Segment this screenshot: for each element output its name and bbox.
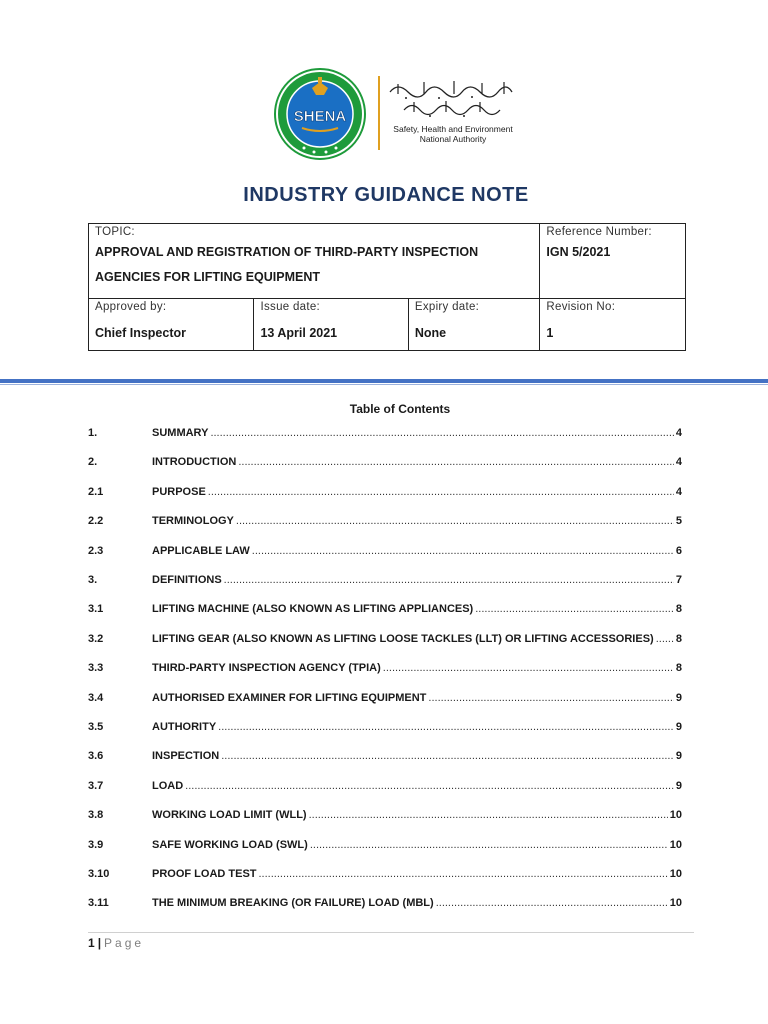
toc-entry-title: THIRD-PARTY INSPECTION AGENCY (TPIA) [152, 662, 381, 675]
footer-separator: | [97, 936, 102, 950]
toc-entry[interactable] [88, 692, 682, 710]
expiry-date-value: None [414, 326, 447, 340]
toc-entry-number: 3.1 [88, 603, 104, 616]
toc-entry-page: 10 [669, 838, 682, 851]
toc-entry-page: 10 [669, 897, 682, 910]
toc-entry-page: 6 [675, 544, 682, 557]
toc-entry-page: 9 [675, 750, 682, 763]
toc-entry-title: INTRODUCTION [152, 456, 237, 469]
toc-dot-leader [224, 574, 674, 586]
toc-entry[interactable] [88, 809, 682, 827]
toc-dot-leader [238, 456, 674, 468]
toc-dot-leader [309, 809, 668, 821]
toc-entry-number: 3. [88, 574, 98, 586]
toc-entry-page: 8 [675, 662, 682, 675]
toc-entry-title: INSPECTION [152, 750, 220, 763]
revision-label: Revision No: [546, 301, 616, 313]
toc-dot-leader [208, 486, 674, 498]
toc-entry-title: SAFE WORKING LOAD (SWL) [152, 838, 308, 851]
logo-text-block [378, 66, 516, 162]
toc-entry-page: 10 [669, 868, 682, 880]
toc-entry-number: 3.10 [88, 868, 110, 880]
toc-dot-leader [252, 545, 674, 557]
toc-entry-title: WORKING LOAD LIMIT (WLL) [152, 809, 307, 822]
toc-entry[interactable] [88, 515, 682, 533]
revision-value: 1 [546, 326, 554, 340]
toc-title: Table of Contents [349, 402, 451, 416]
topic-cell [89, 224, 540, 299]
section-divider [0, 379, 768, 383]
toc-entry-title: APPLICABLE LAW [152, 544, 250, 557]
toc-dot-leader [428, 692, 673, 704]
toc-entry-title: TERMINOLOGY [152, 515, 234, 528]
logo-divider [378, 76, 380, 150]
org-name [388, 124, 518, 144]
toc-entry-number: 3.8 [88, 809, 104, 822]
toc-entry-title: LIFTING GEAR (ALSO KNOWN AS LIFTING LOOSE TACKLES (LLT) OR LIFTING ACCESSORIES) [152, 632, 654, 645]
toc-entry-number: 3.7 [88, 779, 104, 792]
toc-entry[interactable] [88, 486, 682, 504]
approved-label: Approved by: [95, 301, 167, 313]
toc-entry[interactable] [88, 603, 682, 621]
topic-line1: APPROVAL AND REGISTRATION OF THIRD-PARTY INSPECTION [95, 245, 479, 259]
toc-entry-title: AUTHORISED EXAMINER FOR LIFTING EQUIPMENT [152, 691, 427, 704]
toc-entry-title: PROOF LOAD TEST [152, 868, 257, 880]
toc-entry-page: 9 [675, 691, 682, 704]
toc-dot-leader [383, 662, 674, 674]
toc-entry-number: 3.6 [88, 750, 104, 763]
toc-entry-number: 1. [88, 427, 98, 439]
toc-entry-number: 3.11 [88, 897, 109, 910]
toc-entry-title: AUTHORITY [152, 721, 217, 733]
revision-cell [540, 299, 686, 351]
toc-entry-page: 9 [675, 721, 682, 733]
issue-date-value: 13 April 2021 [260, 326, 338, 340]
toc-entry[interactable] [88, 868, 682, 886]
expiry-date-cell [408, 299, 540, 351]
topic-line2: AGENCIES FOR LIFTING EQUIPMENT [95, 270, 321, 284]
toc-entry-page: 4 [675, 485, 682, 498]
toc-dot-leader [656, 633, 674, 645]
page-title: INDUSTRY GUIDANCE NOTE [243, 184, 529, 206]
toc-dot-leader [259, 868, 668, 880]
page-number: 1 [88, 936, 95, 950]
toc-entry-title: LOAD [152, 779, 184, 792]
toc-entry[interactable] [88, 545, 682, 563]
toc-entry-number: 2.1 [88, 485, 104, 498]
toc-entry-title: THE MINIMUM BREAKING (OR FAILURE) LOAD (MBL) [152, 897, 434, 910]
toc-entry-number: 3.4 [88, 691, 104, 704]
approved-value: Chief Inspector [95, 326, 186, 340]
section-divider-thin [0, 384, 768, 385]
document-info-table [88, 223, 686, 351]
reference-label: Reference Number: [546, 226, 652, 238]
page-footer [88, 936, 144, 950]
toc-entry-number: 3.9 [88, 838, 104, 851]
toc-entry-page: 7 [675, 574, 682, 586]
toc-dot-leader [310, 839, 668, 851]
toc-entry[interactable] [88, 574, 682, 592]
toc-entry[interactable] [88, 662, 682, 680]
toc-entry[interactable] [88, 721, 682, 739]
toc-entry[interactable] [88, 839, 682, 857]
toc-entry-page: 8 [675, 632, 682, 645]
org-name-line1: Safety, Health and Environment [393, 124, 513, 134]
topic-label: TOPIC: [95, 226, 135, 238]
shena-emblem [274, 68, 366, 160]
toc-entry-number: 2.3 [88, 544, 104, 557]
toc-dot-leader [218, 721, 674, 733]
issue-date-cell [254, 299, 408, 351]
org-name-line2: National Authority [419, 134, 487, 144]
toc-entry-page: 5 [675, 515, 682, 528]
toc-dot-leader [436, 897, 668, 909]
toc-dot-leader [185, 780, 674, 792]
toc-dot-leader [221, 750, 674, 762]
jawi-script-mark [384, 76, 514, 120]
toc-entry-title: DEFINITIONS [152, 574, 222, 586]
toc-entry-title: PURPOSE [152, 485, 206, 498]
shena-logo [268, 62, 516, 166]
approved-cell [89, 299, 254, 351]
toc-entry-page: 9 [675, 779, 682, 792]
toc-entry[interactable] [88, 456, 682, 474]
toc-entry[interactable] [88, 780, 682, 798]
toc-entry-number: 3.3 [88, 662, 104, 675]
toc-entry-number: 2.2 [88, 515, 104, 528]
footer-divider [88, 932, 694, 933]
toc-entry-number: 3.2 [88, 632, 104, 645]
issue-date-label: Issue date: [260, 301, 321, 313]
toc-entry[interactable] [88, 897, 682, 915]
toc-entry[interactable] [88, 633, 682, 651]
toc-dot-leader [236, 515, 674, 527]
expiry-date-label: Expiry date: [414, 301, 480, 313]
svg-text:SHENA: SHENA [293, 108, 347, 125]
toc-entry-title: LIFTING MACHINE (ALSO KNOWN AS LIFTING APPLIANCES) [152, 603, 474, 616]
reference-cell [540, 224, 686, 299]
toc-entry-title: SUMMARY [152, 427, 209, 439]
toc-entry-page: 4 [675, 427, 682, 439]
toc-entry[interactable] [88, 427, 682, 445]
page-word: Page [104, 936, 145, 950]
toc-entry-page: 8 [675, 603, 682, 616]
toc-entry-number: 2. [88, 456, 98, 469]
toc-entry[interactable] [88, 750, 682, 768]
toc-entry-number: 3.5 [88, 721, 104, 733]
toc-dot-leader [475, 603, 674, 615]
toc-dot-leader [210, 427, 673, 439]
toc-entry-page: 10 [669, 809, 682, 822]
toc-entry-page: 4 [675, 456, 682, 469]
reference-value: IGN 5/2021 [546, 245, 611, 259]
